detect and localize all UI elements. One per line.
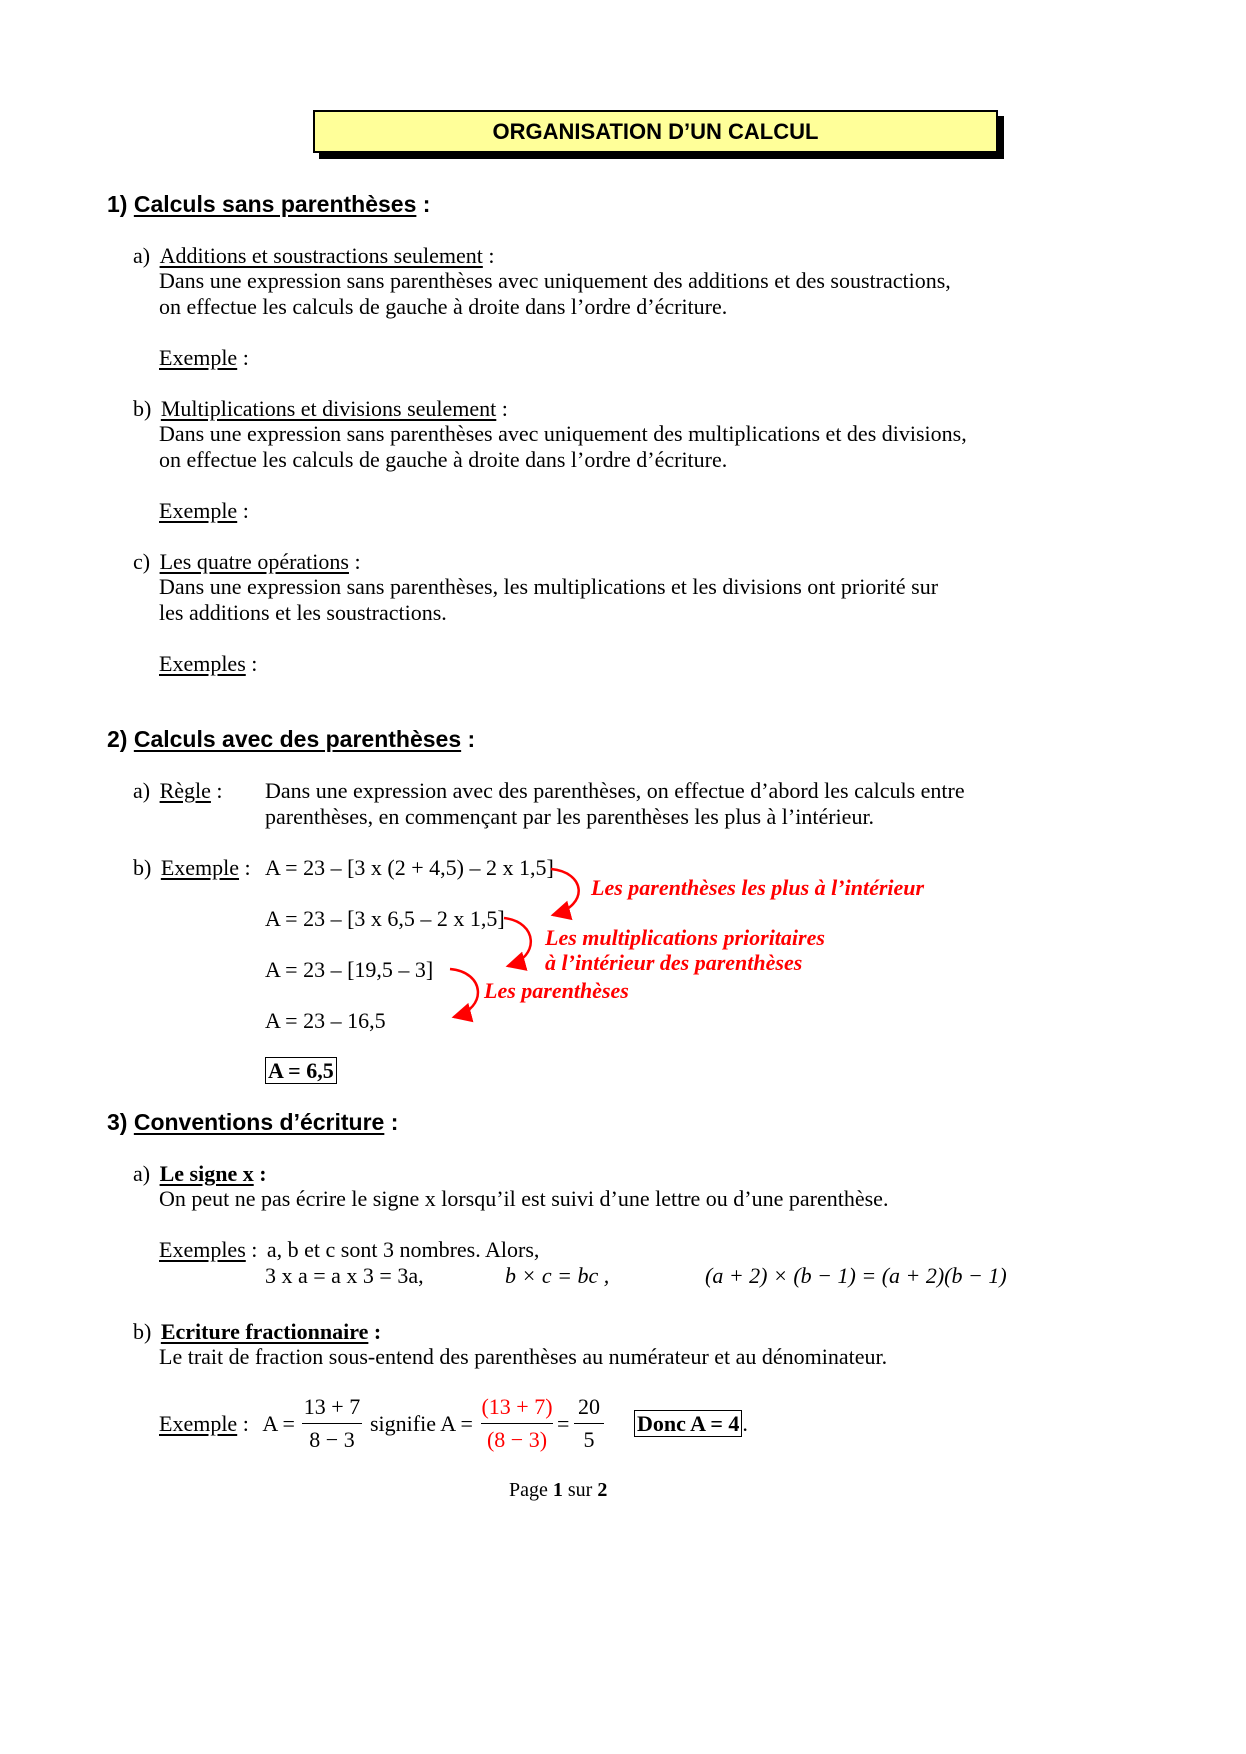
s3b-colon: :: [373, 1319, 382, 1344]
s1a-colon: :: [488, 243, 495, 268]
fraction-3-numerator: 20: [578, 1394, 600, 1419]
s3a-colon: :: [259, 1161, 267, 1186]
s1b-text-line2: on effectue les calculs de gauche à droite dans l’ordre d’écriture.: [159, 447, 728, 472]
page-footer: [509, 1479, 607, 1502]
fraction-3-denominator: 5: [583, 1427, 595, 1452]
s3b-equals: =: [557, 1411, 570, 1436]
arrow-1: [551, 869, 579, 915]
fraction-1-bar: [302, 1423, 362, 1424]
s1c-example-colon: :: [251, 651, 258, 676]
section-1-colon: :: [422, 191, 431, 217]
s3b-example: [159, 1411, 295, 1437]
s2b-note-3: Les parenthèses: [484, 978, 629, 1003]
s1b-text-line1: Dans une expression sans parenthèses avec uniquement des multiplications et des divisions,: [159, 421, 967, 446]
fraction-1: [302, 1393, 362, 1454]
s2b-note-1: Les parenthèses les plus à l’intérieur: [591, 875, 925, 900]
s3a-example-1: 3 x a = a x 3 = 3a,: [265, 1263, 424, 1288]
arrow-2: [504, 918, 531, 966]
section-3-title: Conventions d’écriture: [133, 1109, 385, 1135]
fraction-2-numerator: (13 + 7): [481, 1394, 553, 1419]
section-3-heading: [107, 1109, 398, 1136]
s2b-note-2a: Les multiplications prioritaires: [545, 925, 825, 950]
footer-page-number: 1: [552, 1479, 563, 1501]
s1c-text-line1: Dans une expression sans parenthèses, les multiplications et les divisions ont priorité sur: [159, 574, 939, 599]
s2b-step-4: A = 23 – 16,5: [265, 1008, 386, 1033]
s2a-letter: a): [133, 778, 151, 803]
s1b-example-label: Exemple: [159, 498, 238, 523]
s3b-label: Ecriture fractionnaire: [160, 1319, 369, 1344]
s3a-example-3: (a + 2) × (b − 1) = (a + 2)(b − 1): [705, 1263, 1007, 1288]
s3a-example-label: Exemples: [159, 1237, 246, 1262]
fraction-3-bar: [574, 1423, 604, 1424]
s1a-text-line2: on effectue les calculs de gauche à droite dans l’ordre d’écriture.: [159, 294, 728, 319]
s3a-label-line: [133, 1161, 267, 1187]
fraction-1-denominator: 8 − 3: [309, 1427, 355, 1452]
s3b-result: [634, 1411, 748, 1437]
fraction-1-numerator: 13 + 7: [303, 1394, 361, 1419]
s1b-label: Multiplications et divisions seulement: [160, 396, 497, 421]
section-2-colon: :: [467, 726, 476, 752]
arrow-3: [450, 969, 478, 1017]
s2b-note-2b: à l’intérieur des parenthèses: [545, 950, 803, 975]
s2b-step-1: A = 23 – [3 x (2 + 4,5) – 2 x 1,5]: [265, 855, 554, 880]
s2a-colon: :: [216, 778, 223, 803]
section-3-colon: :: [390, 1109, 399, 1135]
s1c-label: Les quatre opérations: [159, 549, 349, 574]
s2b-step-2: A = 23 – [3 x 6,5 – 2 x 1,5]: [265, 906, 505, 931]
fraction-2-denominator: (8 − 3): [486, 1427, 548, 1452]
s2b-label: Exemple: [160, 855, 240, 880]
s2a-text-line1: Dans une expression avec des parenthèses, on effectue d’abord les calculs entre: [265, 778, 965, 803]
footer-of-word: sur: [567, 1479, 593, 1501]
s2a-text-line2: parenthèses, en commençant par les parenthèses les plus à l’intérieur.: [265, 804, 875, 829]
s3b-text-line1: Le trait de fraction sous-entend des parenthèses au numérateur et au dénominateur.: [159, 1344, 888, 1369]
s1c-example-label: Exemples: [159, 651, 246, 676]
s3a-example: [159, 1237, 539, 1263]
s3b-means: signifie A =: [370, 1411, 473, 1436]
s3b-result-box: Donc A = 4: [634, 1410, 742, 1437]
section-3-number: 3): [107, 1109, 128, 1135]
section-1-title: Calculs sans parenthèses: [133, 191, 417, 217]
s2b-result-box: A = 6,5: [265, 1057, 337, 1084]
s1b-letter: b): [133, 396, 152, 421]
fraction-2-bar: [481, 1423, 553, 1424]
footer-page-word: Page: [509, 1479, 548, 1501]
section-2-title: Calculs avec des parenthèses: [133, 726, 462, 752]
s3b-period: .: [742, 1411, 748, 1436]
s1b-example-colon: :: [242, 498, 249, 523]
s3b-letter: b): [133, 1319, 152, 1344]
s3b-example-colon: :: [242, 1411, 249, 1436]
footer-total-pages: 2: [597, 1479, 608, 1501]
s2b-letter: b): [133, 855, 152, 880]
fraction-3: [574, 1393, 604, 1454]
s3a-example-colon: :: [251, 1237, 258, 1262]
s1c-letter: c): [133, 549, 151, 574]
s1a-label: Additions et soustractions seulement: [159, 243, 483, 268]
s1a-text-line1: Dans une expression sans parenthèses avec uniquement des additions et des soustractions,: [159, 268, 951, 293]
s1c-colon: :: [354, 549, 361, 574]
s3b-example-label: Exemple: [159, 1411, 238, 1436]
page-title-text: ORGANISATION D’UN CALCUL: [492, 118, 819, 144]
s3a-example-2: b × c = bc ,: [505, 1263, 610, 1288]
section-2-number: 2): [107, 726, 128, 752]
s1c-text-line2: les additions et les soustractions.: [159, 600, 447, 625]
s3a-label: Le signe x: [159, 1161, 254, 1186]
s3b-a-equals: A =: [262, 1411, 295, 1436]
s2b-step-3: A = 23 – [19,5 – 3]: [265, 957, 434, 982]
s3a-letter: a): [133, 1161, 151, 1186]
s3a-example-intro: a, b et c sont 3 nombres. Alors,: [266, 1237, 540, 1262]
s1a-example-colon: :: [242, 345, 249, 370]
s2a-label: Règle: [159, 778, 211, 803]
s1a-example-label: Exemple: [159, 345, 238, 370]
section-1-number: 1): [107, 191, 128, 217]
s1a-letter: a): [133, 243, 151, 268]
s2b-colon: :: [244, 855, 251, 880]
fraction-2: [481, 1393, 553, 1454]
s3b-label-line: [133, 1319, 381, 1345]
s3a-text-line1: On peut ne pas écrire le signe x lorsqu’il est suivi d’une lettre ou d’une parenthèse.: [159, 1186, 889, 1211]
s1b-colon: :: [501, 396, 508, 421]
